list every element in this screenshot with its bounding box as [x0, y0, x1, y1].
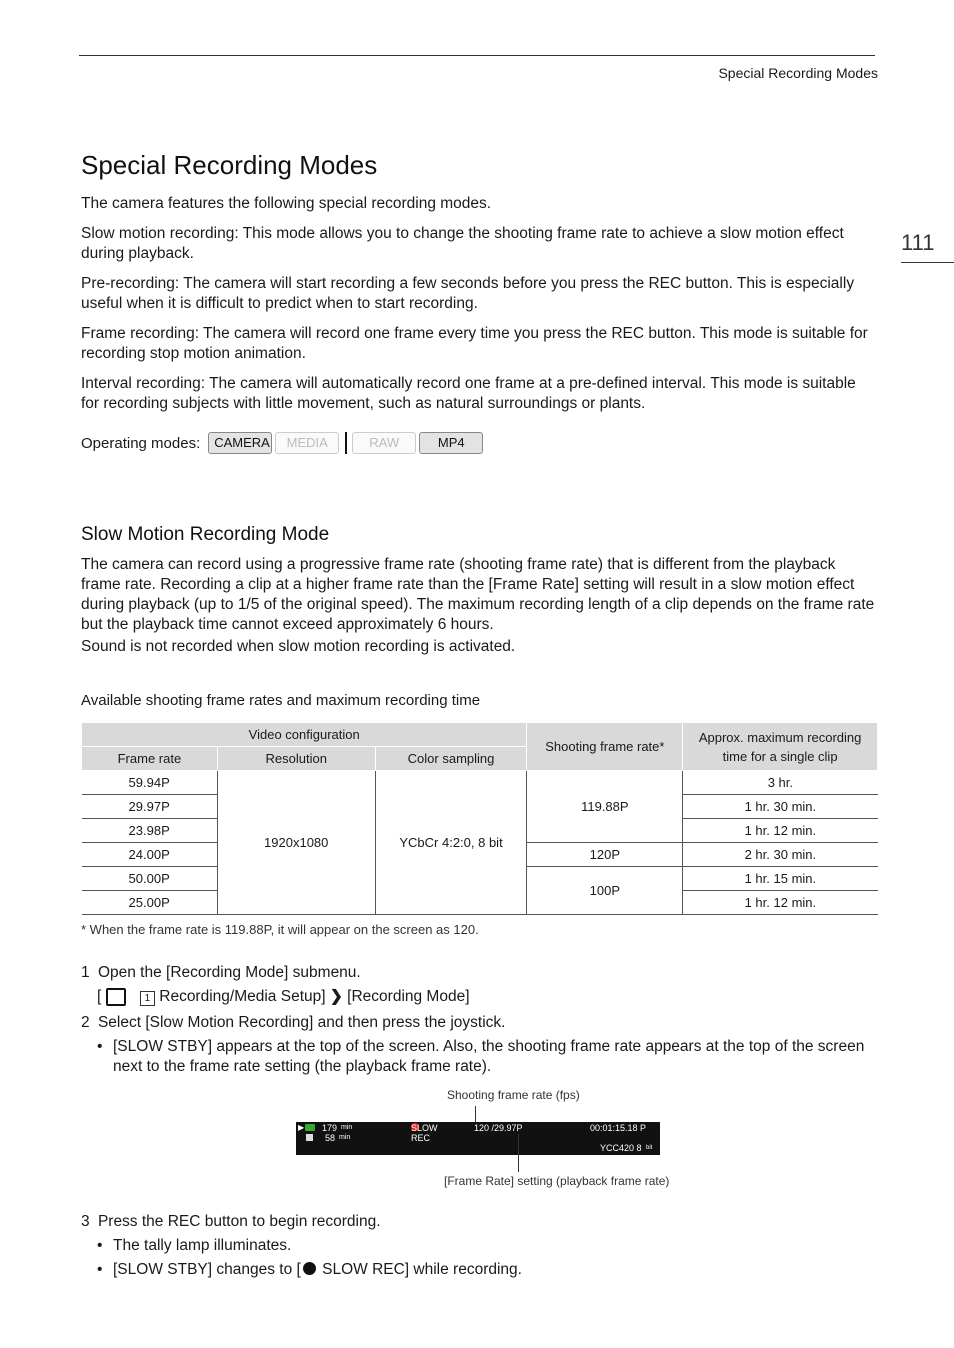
- shooting-rate-cell: 120P: [527, 843, 683, 867]
- header-max-time: Approx. maximum recording time for a single clip: [683, 723, 878, 771]
- header-resolution: Resolution: [217, 747, 375, 771]
- header-frame-rate: Frame rate: [82, 747, 218, 771]
- step-3-bullet-1: The tally lamp illuminates.: [113, 1237, 292, 1254]
- camera-screen: [296, 1122, 660, 1155]
- section-body: The camera can record using a progressive frame rate (shooting frame rate) that is different from the playback frame rate. Recording a clip at a higher frame rate than the [Frame Rate] setting will result in a slow motion effect during playback (up to 1/5 of the original speed). The maximum recording length of a clip depends on the frame rate but the playback time cannot exceed approximately 6 hours.: [81, 556, 875, 633]
- timecode: 00:01:15.18 P: [590, 1123, 647, 1133]
- bullet-dot: •: [97, 1237, 103, 1254]
- frame-rate-cell: 50.00P: [82, 867, 218, 891]
- step-2: [81, 1013, 505, 1033]
- intro-paragraph: The camera features the following special recording modes.: [81, 195, 492, 212]
- color-sampling-cell: YCbCr 4:2:0, 8 bit: [375, 771, 527, 915]
- camera-setup-icon: [106, 988, 126, 1006]
- max-time-cell: 3 hr.: [683, 771, 878, 795]
- operating-modes: [81, 432, 486, 454]
- frame-rate-cell: 59.94P: [82, 771, 218, 795]
- table-row: [82, 771, 878, 795]
- bullet-dot: •: [97, 1038, 103, 1055]
- menu-bracket: [: [97, 988, 102, 1005]
- fps-readout: 120 /29.97P: [474, 1123, 523, 1133]
- running-title: Special Recording Modes: [718, 65, 878, 81]
- header-rule: [79, 55, 875, 56]
- remaining-time-2: 58: [325, 1133, 336, 1143]
- menu-path-target: [Recording Mode]: [347, 988, 470, 1005]
- section-title: Slow Motion Recording Mode: [81, 524, 330, 545]
- callout-label-bottom: [Frame Rate] setting (playback frame rate): [444, 1174, 670, 1188]
- header-color-sampling: Color sampling: [375, 747, 527, 771]
- shooting-rate-cell: 100P: [527, 867, 683, 915]
- page-title: Special Recording Modes: [81, 150, 378, 180]
- step-number: 1: [81, 964, 90, 981]
- rec-label: SLOW REC: [411, 1123, 438, 1143]
- menu-path: [97, 987, 470, 1007]
- bullet-text-b: SLOW REC] while recording.: [317, 1261, 522, 1278]
- page-number-rule: [901, 262, 954, 263]
- intro-paragraph: Slow motion recording: This mode allows you to change the shooting frame rate to achieve a slow motion effect during playback.: [81, 225, 844, 262]
- max-time-cell: 1 hr. 12 min.: [683, 891, 878, 915]
- max-time-cell: 2 hr. 30 min.: [683, 843, 878, 867]
- header-shooting-rate: Shooting frame rate*: [527, 723, 683, 771]
- frame-rate-cell: 23.98P: [82, 819, 218, 843]
- step-1: [81, 963, 361, 983]
- header-video-config: Video configuration: [82, 723, 527, 747]
- mode-media-badge: MEDIA: [275, 432, 339, 454]
- mode-divider: [345, 432, 347, 454]
- frame-rate-cell: 25.00P: [82, 891, 218, 915]
- section-body-note: Sound is not recorded when slow motion recording is activated.: [81, 638, 516, 655]
- unit-1: min: [341, 1124, 353, 1131]
- chevron-right-icon: ❯: [329, 988, 343, 1005]
- menu-page-box: 1: [140, 991, 155, 1006]
- codec-bit: bit: [646, 1145, 653, 1151]
- step-number: 2: [81, 1014, 90, 1031]
- step-number: 3: [81, 1213, 90, 1230]
- step-text: Press the REC button to begin recording.: [97, 1213, 381, 1230]
- intro-paragraph: Pre-recording: The camera will start recording a few seconds before you press the REC button. This is especially useful when it is difficult to predict when to start recording.: [81, 275, 855, 312]
- frame-rate-cell: 29.97P: [82, 795, 218, 819]
- bullet-dot: •: [97, 1261, 103, 1278]
- resolution-cell: 1920x1080: [217, 771, 375, 915]
- codec: YCC420 8: [600, 1143, 642, 1153]
- unit-2: min: [339, 1134, 351, 1141]
- intro-paragraph: Interval recording: The camera will automatically record one frame at a pre-defined interval. This mode is suitable for recording subjects with little movement, such as natural surroundings or plants.: [81, 375, 856, 412]
- card-icon: [305, 1124, 315, 1131]
- step-text: Open the [Recording Mode] submenu.: [97, 964, 361, 981]
- mode-camera-badge: CAMERA: [208, 432, 272, 454]
- step-3-bullet-2: [113, 1260, 522, 1280]
- operating-modes-label: Operating modes:: [81, 434, 201, 452]
- rec-dot-icon: [303, 1262, 316, 1275]
- intro-paragraph: Frame recording: The camera will record one frame every time you press the REC button. This mode is suitable for recording stop motion animation.: [81, 325, 868, 362]
- play-icon: ▶: [298, 1123, 305, 1132]
- callout-line-bottom: [518, 1134, 519, 1172]
- table-caption: Available shooting frame rates and maximum recording time: [81, 692, 481, 709]
- max-time-cell: 1 hr. 30 min.: [683, 795, 878, 819]
- step-text: Select [Slow Motion Recording] and then press the joystick.: [97, 1014, 506, 1031]
- frame-rate-cell: 24.00P: [82, 843, 218, 867]
- callout-label-top: Shooting frame rate (fps): [447, 1088, 580, 1102]
- page-number: 111: [901, 230, 935, 255]
- max-time-cell: 1 hr. 15 min.: [683, 867, 878, 891]
- step-2-bullet: [SLOW STBY] appears at the top of the screen. Also, the shooting frame rate appears at the top of the screen next to the frame rate setting (the playback frame rate).: [113, 1038, 865, 1075]
- table-footnote: * When the frame rate is 119.88P, it will appear on the screen as 120.: [81, 922, 479, 937]
- remaining-time-1: 179: [322, 1123, 338, 1133]
- mode-mp4-badge: MP4: [419, 432, 483, 454]
- frame-rate-table: [81, 722, 878, 915]
- step-3: [81, 1212, 381, 1232]
- max-time-cell: 1 hr. 12 min.: [683, 819, 878, 843]
- shooting-rate-cell: 119.88P: [527, 771, 683, 843]
- menu-path-text: Recording/Media Setup]: [159, 988, 326, 1005]
- mode-raw-badge: RAW: [352, 432, 416, 454]
- bullet-text-a: [SLOW STBY] changes to [: [113, 1261, 301, 1278]
- card-icon-2: [306, 1134, 313, 1141]
